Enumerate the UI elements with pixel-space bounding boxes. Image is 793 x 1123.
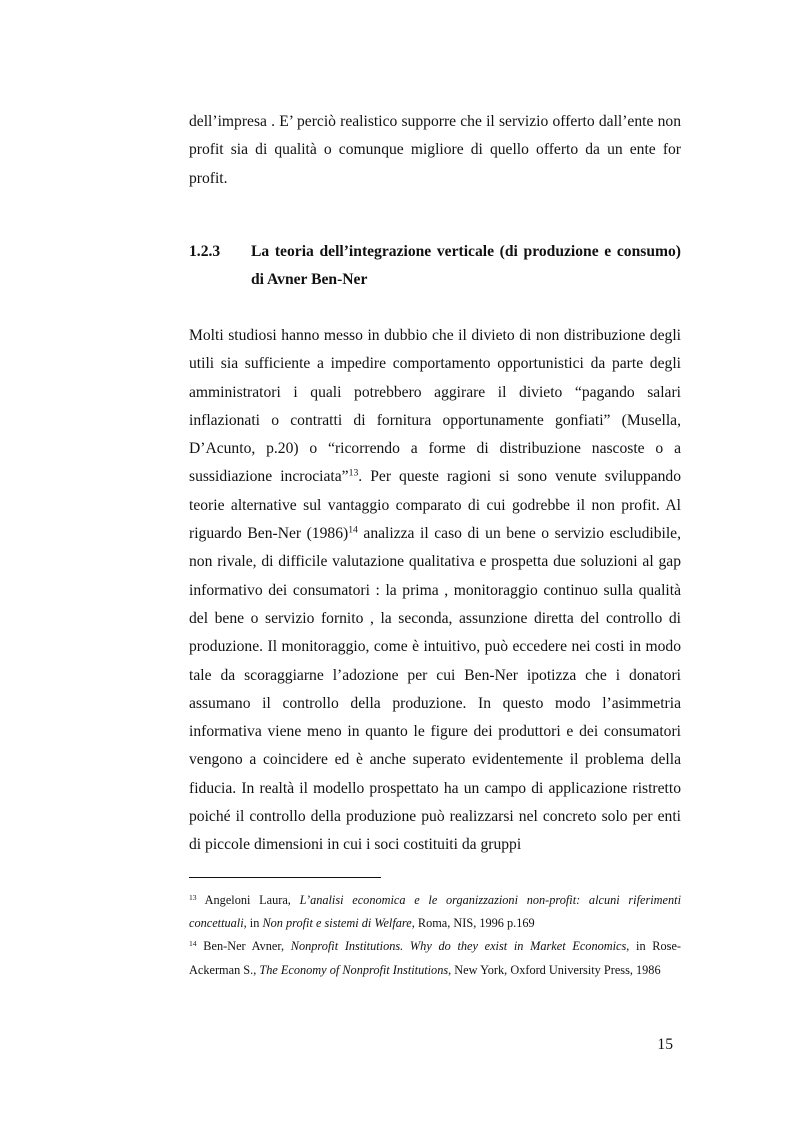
page-number: 15 (657, 1036, 673, 1053)
paragraph-body (189, 322, 681, 860)
paragraph-text-2: . Per queste ragioni si sono venute sviluppando teorie alternative sul vantaggio comparato di cui godrebbe il non profit. Al riguardo Ben-Ner (1986) (189, 468, 681, 543)
footnotes (189, 889, 681, 982)
footnote-separator (189, 877, 381, 878)
footnote-number: 14 (189, 939, 197, 949)
paragraph-text-3: analizza il caso di un bene o servizio escludibile, non rivale, di difficile valutazione qualitativa e prospetta due soluzioni al gap informativo dei consumatori : la prima , monitoraggio continuo sulla qualità del bene o servizio fornito , la seconda, assunzione diretta del controllo di produzione. Il monitoraggio, come è intuitivo, può eccedere nei costi in modo tale da scoraggiarne l’adozione per cui Ben-Ner ipotizza che i donatori assumano il controllo della produzione. In questo modo l’asimmetria informativa viene meno in quanto le figure dei produttori e dei consumatori vengono a coincidere ed è anche superato evidentemente il problema della fiducia. In realtà il modello prospettato ha un campo di applicazione ristretto poiché il controllo della produzione può realizzarsi nel concreto solo per enti di piccole dimensioni in cui i soci costituiti da gruppi (189, 525, 681, 854)
footnote-text: , in Rose-Ackerman S., (189, 939, 681, 977)
footnote-source: Non profit e sistemi di Welfare (262, 916, 412, 931)
section-heading (189, 238, 681, 294)
footnote-number: 13 (189, 892, 197, 902)
footnote-ref-13[interactable]: 13 (348, 468, 359, 480)
footnote-text: in (246, 916, 263, 931)
footnote-author: Angeloni Laura, (196, 893, 300, 907)
footnote-14 (189, 935, 681, 981)
footnote-publisher: , New York, Oxford University Press, 1986 (448, 962, 661, 977)
section-title: La teoria dell’integrazione verticale (di produzione e consumo) di Avner Ben-Ner (251, 243, 681, 288)
footnote-13 (189, 889, 681, 935)
footnote-title: L’analisi economica e le organizzazioni non-profit: alcuni riferimenti concettuali, (189, 893, 681, 931)
footnote-title: Nonprofit Institutions. Why do they exist in Market Economics (290, 939, 627, 954)
paragraph-continuation: dell’impresa . E’ perciò realistico supporre che il servizio offerto dall’ente non profit sia di qualità o comunque migliore di quello offerto da un ente for profit. (189, 113, 681, 187)
paragraph-text-1: Molti studiosi hanno messo in dubbio che il divieto di non distribuzione degli utili sia sufficiente a impedire comportamento opportunistici da parte degli amministratori i quali potrebbero aggirare il divieto “pagando salari inflazionati o contratti di fornitura opportunamente gonfiati” (Musella, D’Acunto, p.20) o “ricorrendo a forme di distribuzione nascoste o a sussidiazione incrociata” (189, 327, 681, 486)
section-number: 1.2.3 (189, 243, 221, 260)
footnote-source: The Economy of Nonprofit Institutions (259, 962, 449, 977)
footnote-author: Ben-Ner Avner, (196, 939, 291, 954)
footnote-publisher: , Roma, NIS, 1996 p.169 (411, 916, 535, 931)
footnote-ref-14[interactable]: 14 (348, 524, 358, 536)
